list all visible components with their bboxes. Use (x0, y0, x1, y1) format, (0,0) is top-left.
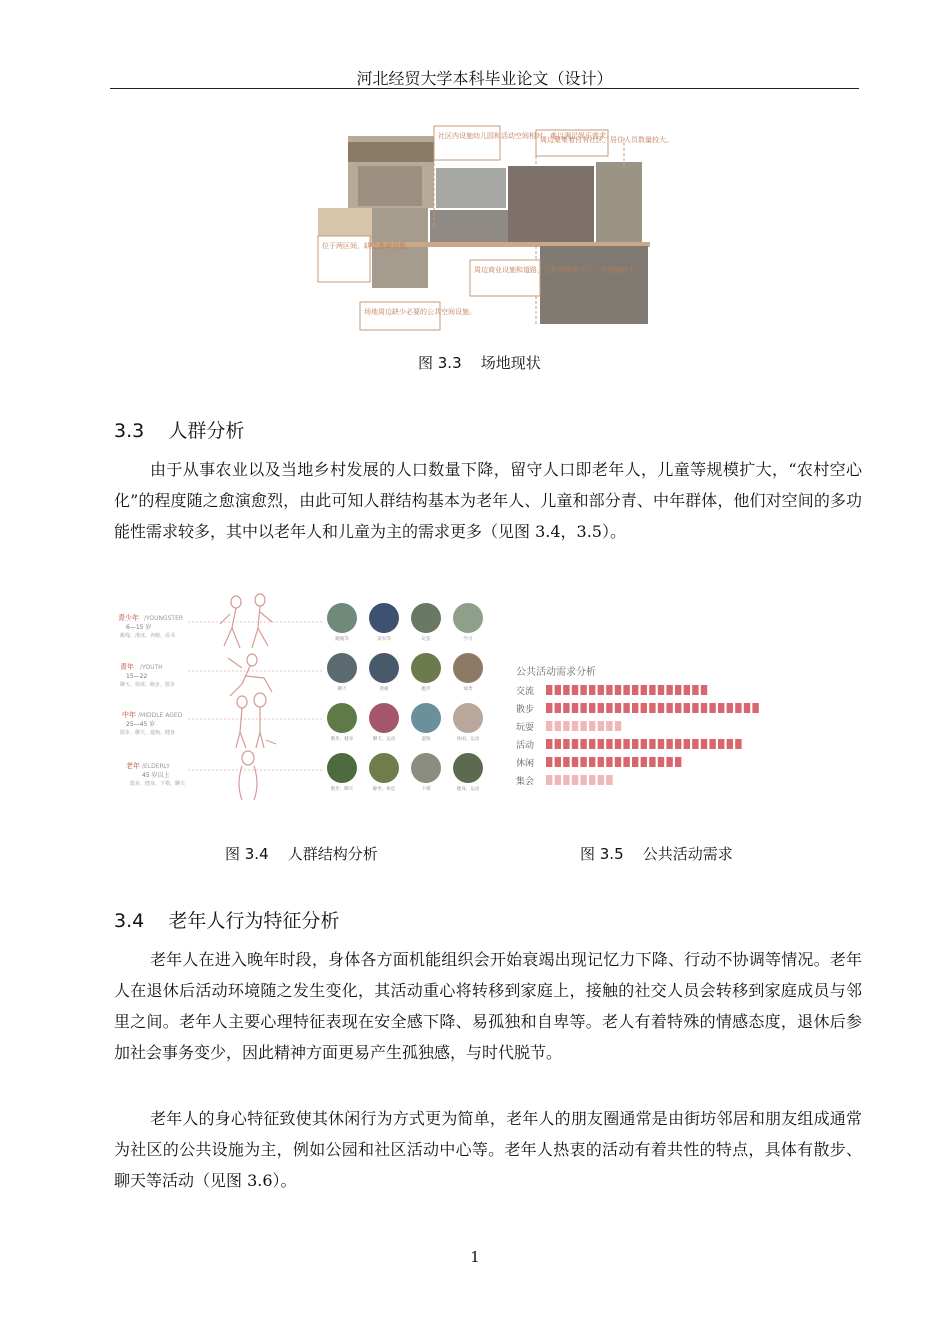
svg-text:学习: 学习 (463, 637, 473, 642)
svg-text:球类: 球类 (463, 687, 473, 692)
group-english: /YOUNGSTER (144, 615, 184, 622)
group-desc: 聊天、篮球、跑步、散步 (120, 682, 176, 688)
chart-bar (546, 739, 742, 749)
group-youth (120, 662, 175, 688)
chart-bar (546, 757, 681, 767)
svg-text:玩耍: 玩耍 (421, 637, 431, 642)
figure-3-4-caption: 图 3.4 人群结构分析 (225, 845, 378, 863)
population-structure-figure (112, 588, 497, 803)
note-4: 周边商业设施和道路，已形成相对工厂，车流量较大。 (474, 266, 642, 274)
chart-bar (546, 775, 613, 785)
note-3: 位于两区间，缺乏基础设施。 (322, 242, 413, 250)
group-label: 老年 (126, 762, 140, 770)
svg-text:散步、聊天: 散步、聊天 (330, 787, 354, 792)
svg-text:聊天、运动: 聊天、运动 (372, 737, 396, 742)
header-rule (110, 88, 859, 89)
section-3-4-paragraph-2: 老年人的身心特征致使其休闲行为方式更为简单，老年人的朋友圈通常是由街坊邻居和朋友组成通常为社区的公共设施为主，例如公园和社区活动中心等。老年人热衷的活动有着共性的特点，具体有散步、聊天等活动（见图 3.6）。 (114, 1109, 862, 1190)
group-label: 青年 (120, 663, 134, 671)
note-5: 场地周边缺少必要的公共空间设施。 (364, 308, 476, 316)
svg-text:遛狗: 遛狗 (421, 737, 431, 742)
chart-category-label: 休闲 (516, 759, 535, 769)
group-desc: 散步、聊天、遛狗、健身 (120, 730, 176, 736)
chart-bar (546, 685, 707, 695)
chart-category-label: 交流 (516, 687, 535, 697)
note-1: 社区内设施幼儿园和活动空间相对，难以满足娱乐需求。 (438, 132, 613, 140)
figure-silhouettes (220, 594, 276, 800)
page-number: 1 (470, 1248, 480, 1266)
photo-trees (596, 162, 642, 244)
group-age: 25—45 岁 (126, 721, 156, 728)
photo-grid (327, 603, 483, 792)
svg-text:读书等: 读书等 (377, 637, 391, 642)
page-header: 河北经贸大学本科毕业论文（设计） (356, 69, 613, 88)
group-desc: 散步、健身、下棋、聊天 (130, 781, 186, 787)
group-english: /ELDERLY (142, 763, 170, 770)
chart-category-label: 集会 (516, 777, 535, 787)
group-age: 15—22 (126, 673, 148, 680)
photo-street (436, 168, 506, 208)
svg-text:滑板: 滑板 (379, 687, 389, 692)
chart-bar (546, 721, 621, 731)
svg-text:跑步: 跑步 (421, 687, 431, 692)
group-age: 45 岁以上 (142, 772, 170, 779)
chart-title: 公共活动需求分析 (516, 667, 596, 678)
section-3-4-paragraph-1: 老年人在进入晚年时段，身体各方面机能组织会开始衰竭出现记忆力下降、行动不协调等情况。老年人在退休后活动环境随之发生变化，其活动重心将转移到家庭上，接触的社交人员会转移到家庭成员与邻里之间。老年人主要心理特征表现在安全感下降、易孤独和自卑等。老人有着特殊的情感态度，退休后参加社会事务变少，因此精神方面更易产生孤独感，与时代脱节。 (114, 950, 862, 1062)
photo-building (508, 166, 594, 244)
section-3-3-paragraph: 由于从事农业以及当地乡村发展的人口数量下降，留守人口即老年人，儿童等规模扩大，“农村空心化”的程度随之愈演愈烈，由此可知人群结构基本为老年人、儿童和部分青、中年群体，他们对空间的多功能性需求较多，其中以老年人和儿童为主的需求更多（见图 3.4，3.5）。 (114, 460, 862, 541)
svg-text:跳绳等: 跳绳等 (335, 637, 349, 642)
chart-bar (546, 703, 759, 713)
group-age: 6—15 岁 (126, 624, 152, 631)
chart-category-label: 活动 (516, 741, 535, 751)
group-label: 青少年 (118, 614, 139, 622)
site-photo-collage (318, 126, 673, 332)
figure-3-3-caption: 图 3.3 场地现状 (418, 354, 541, 372)
public-activity-demand-chart (510, 655, 840, 810)
group-label: 中年 (122, 711, 136, 719)
chart-category-label: 散步 (516, 705, 535, 715)
group-english: /MIDDLE AGED (138, 712, 183, 719)
group-elderly (126, 761, 185, 787)
svg-text:下棋: 下棋 (421, 787, 431, 792)
figure-3-5-caption: 图 3.5 公共活动需求 (580, 845, 733, 863)
group-youngster (118, 613, 183, 639)
chart-category-label: 玩耍 (516, 723, 535, 733)
photo-bikes (540, 246, 648, 324)
section-3-3-title: 3.3 人群分析 (114, 420, 245, 442)
svg-text:休闲、运动: 休闲、运动 (456, 737, 480, 742)
svg-text:散步、健身: 散步、健身 (330, 737, 354, 742)
section-3-4-title: 3.4 老年人行为特征分析 (114, 910, 340, 932)
note-2: 周边聚集着自有社区，居住人员数量较大。 (540, 136, 673, 144)
group-english: /YOUTH (140, 664, 163, 671)
svg-text:健身、运动: 健身、运动 (456, 787, 480, 792)
group-middle-aged (120, 710, 183, 736)
svg-text:静坐、休息: 静坐、休息 (372, 787, 396, 792)
svg-text:聊天: 聊天 (337, 687, 347, 692)
photo-road (430, 210, 508, 244)
group-desc: 跳绳、滑冰、奔跑、看书 (120, 633, 176, 639)
